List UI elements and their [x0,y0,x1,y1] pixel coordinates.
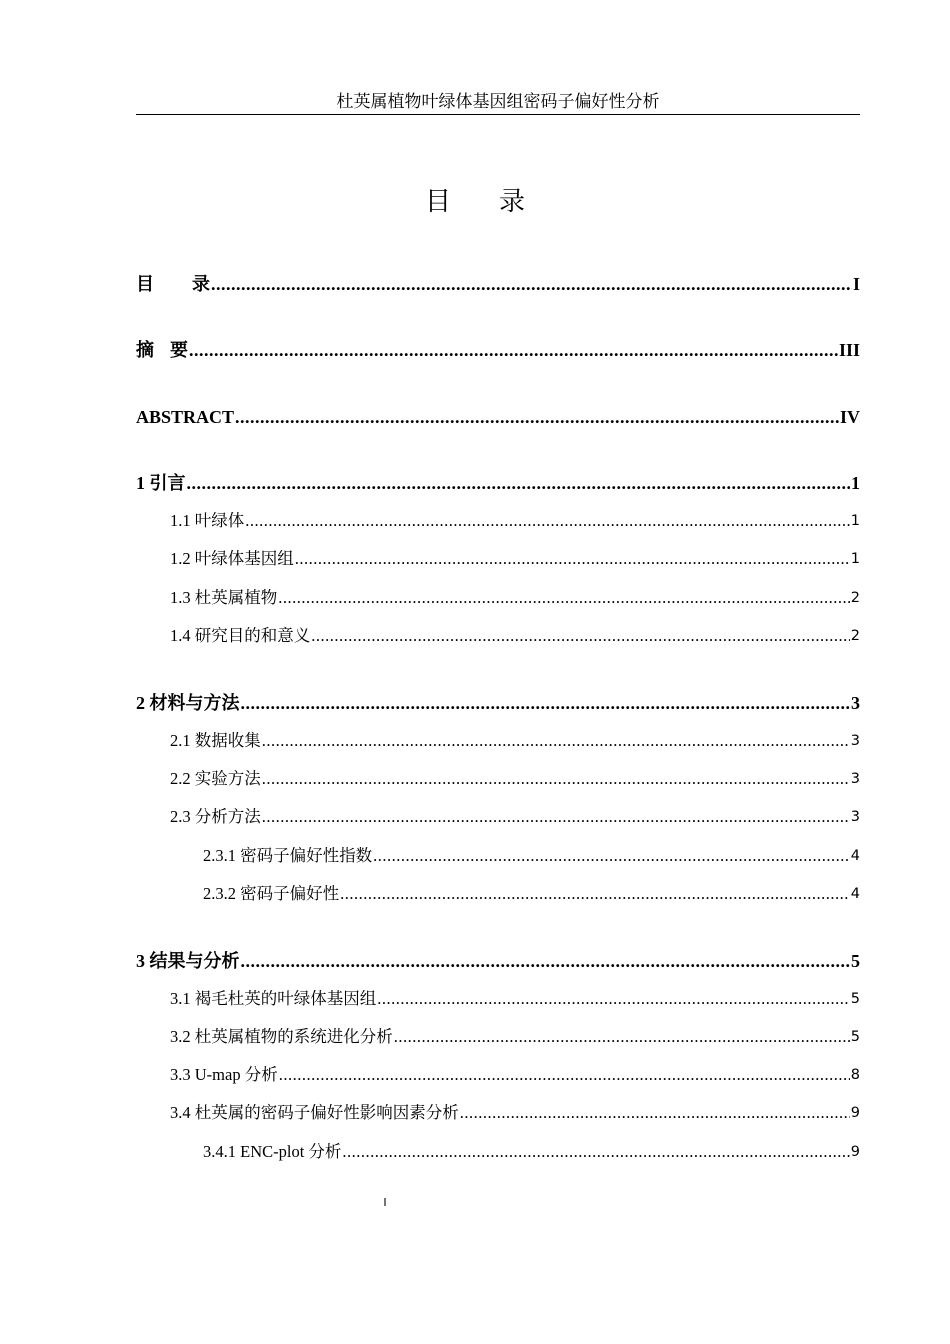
toc-entry-page: 4 [850,886,860,902]
dot-leader [262,806,850,828]
dot-leader [241,692,851,714]
toc-entry-chapter-2[interactable] [136,690,860,714]
toc-entry-1-2[interactable] [170,546,860,570]
toc-entry-label: 1.2 叶绿体基因组 [170,549,294,568]
toc-entry-page: 1 [851,473,860,493]
dot-leader [235,406,839,428]
dot-leader [189,339,838,361]
toc-entry-page: I [852,274,860,294]
toc-entry-page: 2 [850,628,860,644]
toc-entry-page: 5 [850,991,860,1007]
toc-entry-label: 3.3 U-map 分析 [170,1065,278,1084]
toc-entry-1-4[interactable] [170,623,860,647]
toc-title [0,184,950,220]
toc-entry-page: 3 [850,733,860,749]
toc-entry-label: 1.3 杜英属植物 [170,588,278,607]
dot-leader [340,883,850,905]
dot-leader [262,768,850,790]
toc-entry-label: 2.1 数据收集 [170,731,261,750]
toc-entry-page: 5 [851,951,860,971]
toc-entry-abstract-cn[interactable] [136,337,860,361]
dot-leader [241,950,851,972]
toc-entry-chapter-1[interactable] [136,470,860,494]
dot-leader [394,1026,850,1048]
toc-entry-label: 3.4 杜英属的密码子偏好性影响因素分析 [170,1103,459,1122]
toc-entry-page: 5 [850,1029,860,1045]
running-header: 杜英属植物叶绿体基因组密码子偏好性分析 [136,90,860,115]
toc-entry-3-4-1[interactable] [203,1139,860,1163]
toc-entry-label: 1.1 叶绿体 [170,511,245,530]
toc-entry-label: 目 录 [136,274,210,294]
toc-entry-label: 2 材料与方法 [136,693,240,713]
toc-entry-3-1[interactable] [170,986,860,1010]
toc-entry-label: 1 引言 [136,473,186,493]
dot-leader [295,548,850,570]
dot-leader [211,273,852,295]
toc-entry-page: 3 [850,771,860,787]
toc-entry-3-4[interactable] [170,1100,860,1124]
toc-entry-page: 3 [850,809,860,825]
toc-entry-label: 3.2 杜英属植物的系统进化分析 [170,1027,393,1046]
toc-entry-page: 2 [850,590,860,606]
toc-title-char-1: 目 [424,187,451,217]
dot-leader [342,1141,849,1163]
toc-entry-contents[interactable] [136,271,860,295]
toc-entry-label: ABSTRACT [136,407,235,427]
toc-entry-label: 2.3 分析方法 [170,807,261,826]
toc-entry-1-1[interactable] [170,508,860,532]
toc-entry-page: 3 [851,693,860,713]
toc-entry-page: 1 [850,551,860,567]
toc-entry-label: 3.4.1 ENC-plot 分析 [203,1142,342,1161]
toc-title-char-2: 录 [499,187,526,217]
toc-entry-label: 2.3.2 密码子偏好性 [203,884,340,903]
toc-entry-page: 9 [850,1144,860,1160]
dot-leader [377,988,850,1010]
toc-entry-2-3-2[interactable] [203,881,860,905]
toc-entry-3-2[interactable] [170,1024,860,1048]
toc-entry-page: 9 [850,1105,860,1121]
toc-entry-page: 4 [850,848,860,864]
toc-entry-chapter-3[interactable] [136,948,860,972]
dot-leader [187,472,851,494]
toc-entry-2-2[interactable] [170,766,860,790]
toc-entry-1-3[interactable] [170,585,860,609]
dot-leader [373,845,850,867]
page-number: I [383,1196,387,1209]
toc-entry-label: 2.3.1 密码子偏好性指数 [203,846,373,865]
toc-entry-page: 8 [850,1067,860,1083]
toc-entry-2-1[interactable] [170,728,860,752]
toc-entry-page: 1 [850,513,860,529]
dot-leader [279,1064,850,1086]
toc-entry-abstract-en[interactable] [136,404,860,428]
toc-entry-label: 2.2 实验方法 [170,769,261,788]
dot-leader [278,587,850,609]
dot-leader [311,625,850,647]
toc-entry-2-3-1[interactable] [203,843,860,867]
dot-leader [460,1102,850,1124]
toc-entry-label: 1.4 研究目的和意义 [170,626,311,645]
toc-entry-2-3[interactable] [170,804,860,828]
dot-leader [262,730,850,752]
toc-entry-page: III [838,340,860,360]
toc-entry-page: IV [839,407,860,427]
toc-entry-3-3[interactable] [170,1062,860,1086]
toc-entry-label: 摘 要 [136,340,188,360]
toc-entry-label: 3.1 褐毛杜英的叶绿体基因组 [170,989,377,1008]
toc-entry-label: 3 结果与分析 [136,951,240,971]
dot-leader [245,510,850,532]
